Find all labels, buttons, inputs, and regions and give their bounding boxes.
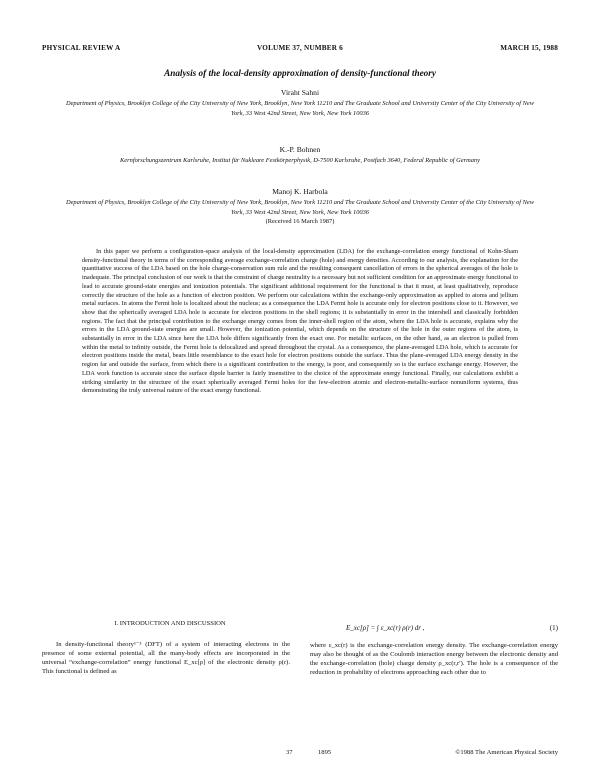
footer-volume: 37: [286, 749, 293, 756]
author-block-3: [60, 187, 540, 227]
footer-copyright: ©1988 The American Physical Society: [455, 749, 558, 756]
issue-date: MARCH 15, 1988: [500, 44, 558, 52]
author-name: K.-P. Bohnen: [279, 145, 321, 154]
author-affiliation: Kernforschungszentrum Karlsruhe, Institut für Nukleare Festkörperphysik, D-7500 Karlsruhe, Postfach 3640, Federal Republic of Germany: [120, 157, 480, 165]
volume-issue: VOLUME 37, NUMBER 6: [257, 44, 343, 52]
right-column: [310, 641, 558, 677]
intro-paragraph: In density-functional theory¹⁻³ (DFT) of a system of interacting electrons in the presence of some external potential, all the many-body effects are incorporated in the universal “exchange-correlation” energy functional E_xc[ρ] of the electronic density ρ(r). This functional is defined as: [42, 641, 290, 675]
received-date: (Received 16 March 1987): [265, 218, 335, 226]
author-affiliation: Department of Physics, Brooklyn College of the City University of New York, Brooklyn, New York 11210 and The Graduate School and University Center of the City University of New York, 33 West 42nd Street, New York, New York 10036: [65, 199, 535, 216]
section-heading: I. INTRODUCTION AND DISCUSSION: [114, 620, 226, 627]
abstract: In this paper we perform a configuration-space analysis of the local-density approximation (LDA) for the exchange-correlation energy functional of Kohn-Sham density-functional theory in terms of the corresponding average exchange-correlation charge (hole) and energy densities. According to our analysis, the explanation for the quantitative success of the LDA based on the hole charge-conservation sum rule and the resulting consequent cancellation of errors in the spherical averages of the hole is inadequate. The principal conclusion of our work is that the constraint of charge neutrality is a necessary but not sufficient condition for an approximate energy functional to lead to accurate ground-state energies and ionization potentials. The significant additional requirement for the functional is that it must, at least qualitatively, reproduce correctly the structure of the hole as a function of electron position. We perform our calculations within the exchange-only approximation as applied to atoms and jellium metal surfaces. In atoms the Fermi hole is localized about the nucleus; as a consequence the LDA Fermi hole is accurate only for electron positions close to it. However, we show that the spherically averaged LDA hole is accurate for electron positions in the shell regions; it is substantially in error in the intershell and classically forbidden regions. The fact that the principal contribution to the exchange energy comes from the inner-shell region of the atom, where the LDA hole is accurate, explains why the errors in the LDA ground-state energies are small. However, the ionization potential, which depends on the structure of the hole in the outer regions of the atom, is substantially in error in the LDA since here the LDA hole differs significantly from the exact one. For metallic surfaces, on the other hand, as an electron is pulled from within the metal to infinity outside, the Fermi hole is delocalized and spread throughout the crystal. As a consequence, the plane-averaged LDA hole, which is accurate for electron positions inside the metal, bears little resemblance to the exact hole for electron positions outside the surface. Thus the plane-averaged LDA energy density in the region far and outside the surface, from which there is a significant contribution to the energy, is poor, and consequently so is the surface exchange energy. However, the LDA work function is accurate since the surface dipole barrier is fairly insensitive to the choice of the approximate energy functional. Finally, our calculations exhibit a striking similarity in the structure of the exact spherically averaged Fermi holes for the few-electron atomic and electron-metallic-surface nonuniform systems, thus demonstrating the truly universal nature of the exact energy functional.: [82, 248, 518, 395]
equation-number: (1): [549, 624, 558, 632]
left-column: [42, 640, 290, 676]
author-name: Viraht Sahni: [280, 88, 320, 97]
footer-page-number: 1895: [318, 749, 332, 756]
author-name: Manoj K. Harbola: [272, 187, 328, 196]
author-block-1: [60, 88, 540, 118]
author-affiliation: Department of Physics, Brooklyn College of the City University of New York, Brooklyn, New York 11210 and The Graduate School and University Center of the City University of New York, 33 West 42nd Street, New York, New York 10036: [65, 100, 535, 117]
equation-1: [310, 624, 558, 638]
equation-expression: E_xc[ρ] = ∫ ε_xc(r) ρ(r) dr ,: [346, 624, 425, 632]
paper-title: Analysis of the local-density approximation of density-functional theory: [164, 68, 436, 78]
author-block-2: [60, 145, 540, 166]
intro-paragraph-continued: where ε_xc(r) is the exchange-correlation energy density. The exchange-correlation energy may also be thought of as the Coulomb interaction energy between the electronic density and the exchange-correlation (hole) charge density ρ_xc(r,r′). The hole is a consequence of the reduction in probability of electrons approaching each other due to: [310, 642, 558, 676]
journal-name: PHYSICAL REVIEW A: [42, 44, 121, 52]
